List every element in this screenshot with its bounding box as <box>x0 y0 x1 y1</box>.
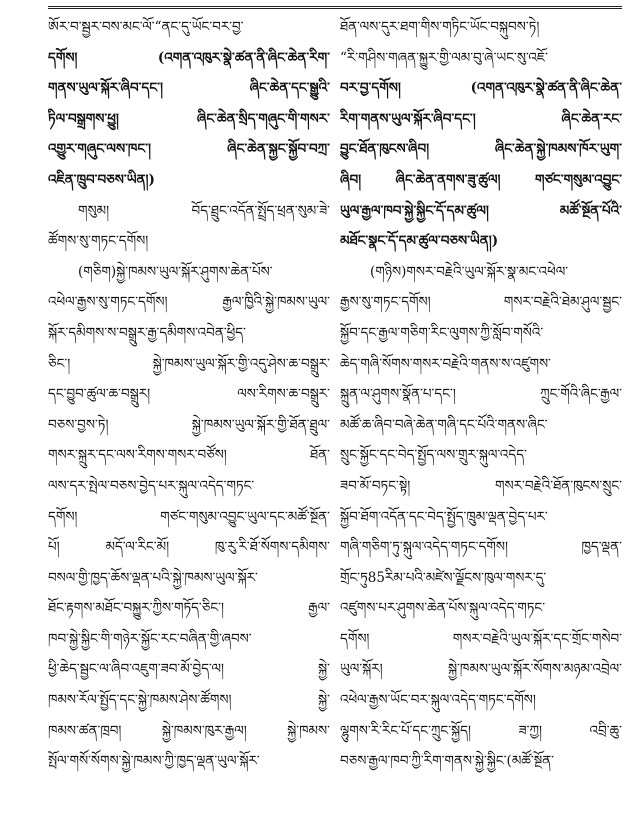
text-line: གསུམ། བོད་ཐྲུང་འདོན་སྤྲོད་ཕྲན་སུམ་ཟེ་ <box>78 202 330 219</box>
right-column <box>340 12 622 824</box>
text-line: སྐྱོབ་དང་རྒྱལ་གཅིག་རིང་ལུགས་ཀྱི་སློབ་གསོའི་ <box>340 324 544 341</box>
text-line: དང་བྱུབ་ཚུལ་ཆ་བསྒྲུར། ལས་རིགས་ཆ་བསྒྲུར་ <box>48 386 330 403</box>
text-line: བསལ་གྱི་ཁྱད་ཆོས་ལྡན་པའི་སྐྱེ་ཁམས་ཡུལ་སྐོར་ <box>48 569 258 586</box>
text-line: ཁམས་རོལ་སྤྱོད་དང་སྐྱེ་ཁམས་ཤེས་ཚོགས། སྐྱེ་ <box>48 692 330 709</box>
text-line: ཐོང་རྟགས་མཐོང་བསྐྱུར་ཀྱིས་གཏོད་ཅིང་། རྒྱལ་ <box>48 600 330 617</box>
text-line: དགོས། གསར་བརྗེའི་ཡུལ་སྐོར་དང་གྲོང་གསེབ་ <box>340 630 622 647</box>
text-line: སྤོལ་གསོ་སོགས་སྐྱེ་ཁམས་ཀྱི་ཁྱད་ལྡན་ཡུལ་སྐོར་ <box>48 753 260 770</box>
text-line: གཞི་གཅིག་ཏུ་སྐུལ་འདེད་གཏང་དགོས། ཁྱད་ལྡན་ <box>340 539 622 556</box>
text-line: ཆེད་གཞི་སོགས་གསར་བརྗེའི་གནས་ས་འཛུགས་ <box>340 355 551 372</box>
text-line: སྐྲུན་ལ་ཤུགས་སྣོན་པ་དང་། ཀྲུང་གོའི་ཞིང་རྒྱལ་ <box>340 386 622 403</box>
text-line: དགོས། (འགན་འཁུར་སྣེ་ཚན་ནི་ཞིང་ཆེན་རིག་ <box>48 49 330 66</box>
text-line: ཕྱི་ཆེད་སྦྱང་ལ་ཞིབ་འཇུག་ཟབ་མོ་བྱེད་ལ། སྐྱེ་ <box>48 661 330 678</box>
text-line: སྐྱོབ་ཐོག་འདོན་དང་བེད་སྤྱོད་ཁྲུམ་ལྡན་བྱེད་པར་ <box>340 508 548 525</box>
text-line: འཕེལ་རྒྱས་སུ་གཏང་དགོས། རྒྱལ་ཁྱིའི་སྐྱེ་ཁམས་ཡུལ་ <box>48 294 330 311</box>
text-line: རྒྱས་སུ་གཏང་དགོས། གསར་བརྗེའི་ཐེམ་ཤུལ་སྦྱང་ <box>340 294 622 311</box>
text-line: བར་བྱ་དགོས། (འགན་འཁུར་སྣེ་ཚན་ནི་ཞིང་ཆེན་ <box>340 80 622 97</box>
text-line: འཇིན་ཁྲུབ་བཅས་ཡིན།) <box>48 171 155 188</box>
text-line: འཛུགས་པར་ཤུགས་ཆེན་པོས་སྐུལ་འདེད་གཏང་ <box>340 600 546 617</box>
text-line: པོ། མདོ་ལ་རིང་མོ། ཁུ་རུ་རི་ཐོ་སོགས་དམིགས་ <box>48 539 330 556</box>
text-line: རིག་གནས་ཡུལ་སྐོར་ཞིབ་དང་། ཞིང་ཆེན་རང་ <box>340 110 622 127</box>
text-line: བྱུང་ཐོན་ཁུངས་ཞིབ། ཞིང་ཆེན་སྐྱེ་ཁམས་ཁོར་ཡུག་ <box>340 141 622 158</box>
text-line: ཐོན་ལས་དུར་ཐག་གིས་གཏིང་ཡོང་བསྐུབས་ཏེ། <box>340 19 540 35</box>
text-line: སྲུང་སྐྱོང་དང་བེད་སྤྱོད་ལས་གྲུར་སྐུལ་འདེད་ <box>340 447 527 464</box>
text-line: ལྷུགས་རི་རིང་པོ་དང་ཀྲུང་སྐྱོད། ཟ་ཀྱ། འབྲི་ཆུ་ <box>340 722 622 739</box>
text-line: ཟབ་མོ་བཏང་སྟེ། གསར་བརྗེའི་ཐོན་ཁུངས་སྲུང་ <box>340 477 622 494</box>
text-line: “རི་གཤིས་གཞན་སྐྱུར་གྱི་ལམ་བུ་ཞེ་ཡང་སུ་འཇོ་ <box>340 49 548 66</box>
text-line: ལས་དར་སྤེལ་བཅས་བྱེད་པར་སྐུལ་འདེད་གཏང་ <box>48 477 255 494</box>
text-line: (གཉིས)གསར་བརྗེའི་ཡུལ་སྐོར་སྣ་མང་འཕེལ་ <box>370 263 569 280</box>
text-line: སྐོར་དམིགས་ས་བསྒྲུར་རྒྱ་དམིགས་འབེན་ཕྱིད་ <box>48 324 246 341</box>
text-line: ཡུལ་རྒྱལ་ཁབ་སྐྱེ་སྐྱིང་དོ་དམ་ཚུལ། མཚོ་སྔོན་པོའི་ <box>340 202 622 219</box>
text-line: ཨོར་བ་སྦྱར་བས་མང་ལོ་“ནང་དུ་ཡོང་བར་བྱ་ <box>48 19 244 35</box>
text-line: ཞིབ། ཞིང་ཆེན་ནགས་ཟུ་ཚུལ། གཙང་གསུམ་འབྱུང་ <box>340 171 622 188</box>
text-line: མཚོ་ཆ་ཞིབ་བཞེ་ཆེན་གཞི་དང་པོའི་གནས་ཞིང་ <box>340 416 548 433</box>
text-line: མཐོང་སྣང་དོ་དམ་ཚུལ་བཅས་ཡིན།) <box>340 233 499 250</box>
text-line: བཅས་རྒྱལ་ཁབ་ཀྱི་རིག་གནས་སྐྱེ་སྐྱིང་(མཚོ་སྔོན་ <box>340 753 555 770</box>
top-rule <box>48 6 622 9</box>
text-line: (གཅིག)སྐྱེ་ཁམས་ཡུལ་སྐོར་ཤུགས་ཆེན་པོས་ <box>78 263 273 280</box>
text-line: གནས་ཡུལ་སྐོར་ཞིབ་དང་། ཞིང་ཆེན་དང་སྒྱུའི་ <box>48 80 330 97</box>
text-line: ཚོགས་སུ་གཏང་དགོས། <box>48 233 149 250</box>
text-line: ཡུལ་སྐོར། སྐྱེ་ཁམས་ཡུལ་སྐོར་སོགས་མཉམ་འབྲེལ་ <box>340 661 622 678</box>
text-line: དགོས། གཙང་གསུམ་འབྱུང་ཡུལ་དང་མཚོ་སྔོན་ <box>48 508 330 525</box>
text-line: གྲོང་ཏུ85རིམ་པའི་མཛེས་ལྗོངས་ཁུལ་གསར་དུ་ <box>340 569 547 586</box>
text-line: འགྱུར་གཞུང་ལས་ཁང་། ཞིང་ཆེན་སྐྱང་སྐྱོབ་བཀྲ་ <box>48 141 330 158</box>
text-line: ཁམས་ཚན་ཁྲབ། སྐྱེ་ཁམས་ཁུར་རྒྱལ། སྐྱེ་ཁམས་ <box>48 722 330 739</box>
left-column <box>48 12 330 824</box>
text-line: གསར་སྐྲུར་དང་ལས་རིགས་གསར་བཙོས། ཐོན་ <box>48 447 330 464</box>
text-line: འཕེལ་རྒྱས་ཡོང་བར་སྐུལ་འདེད་གཏང་དགོས། <box>340 692 536 709</box>
text-line: ཅིང་། སྐྱེ་ཁམས་ཡུལ་སྐོར་གྱི་འདུ་ཤེས་ཆ་བསྒྲུར་ <box>48 355 330 372</box>
text-line: ཁབ་སྐྱེ་སྐྱིང་གི་གཉེར་སྐྱོང་རང་བཞིན་གྱི་ཞབས་ <box>48 630 252 647</box>
text-line: བཅས་བྱས་ཏེ། སྐྱེ་ཁམས་ཡུལ་སྐོར་གྱི་ཐོན་ཐྲུལ་ <box>48 416 330 433</box>
text-line: ཏིལ་བསྒྲགས་ཕྱུ། ཞིང་ཆེན་སྲིད་གཞུང་གི་གསར་ <box>48 110 330 127</box>
